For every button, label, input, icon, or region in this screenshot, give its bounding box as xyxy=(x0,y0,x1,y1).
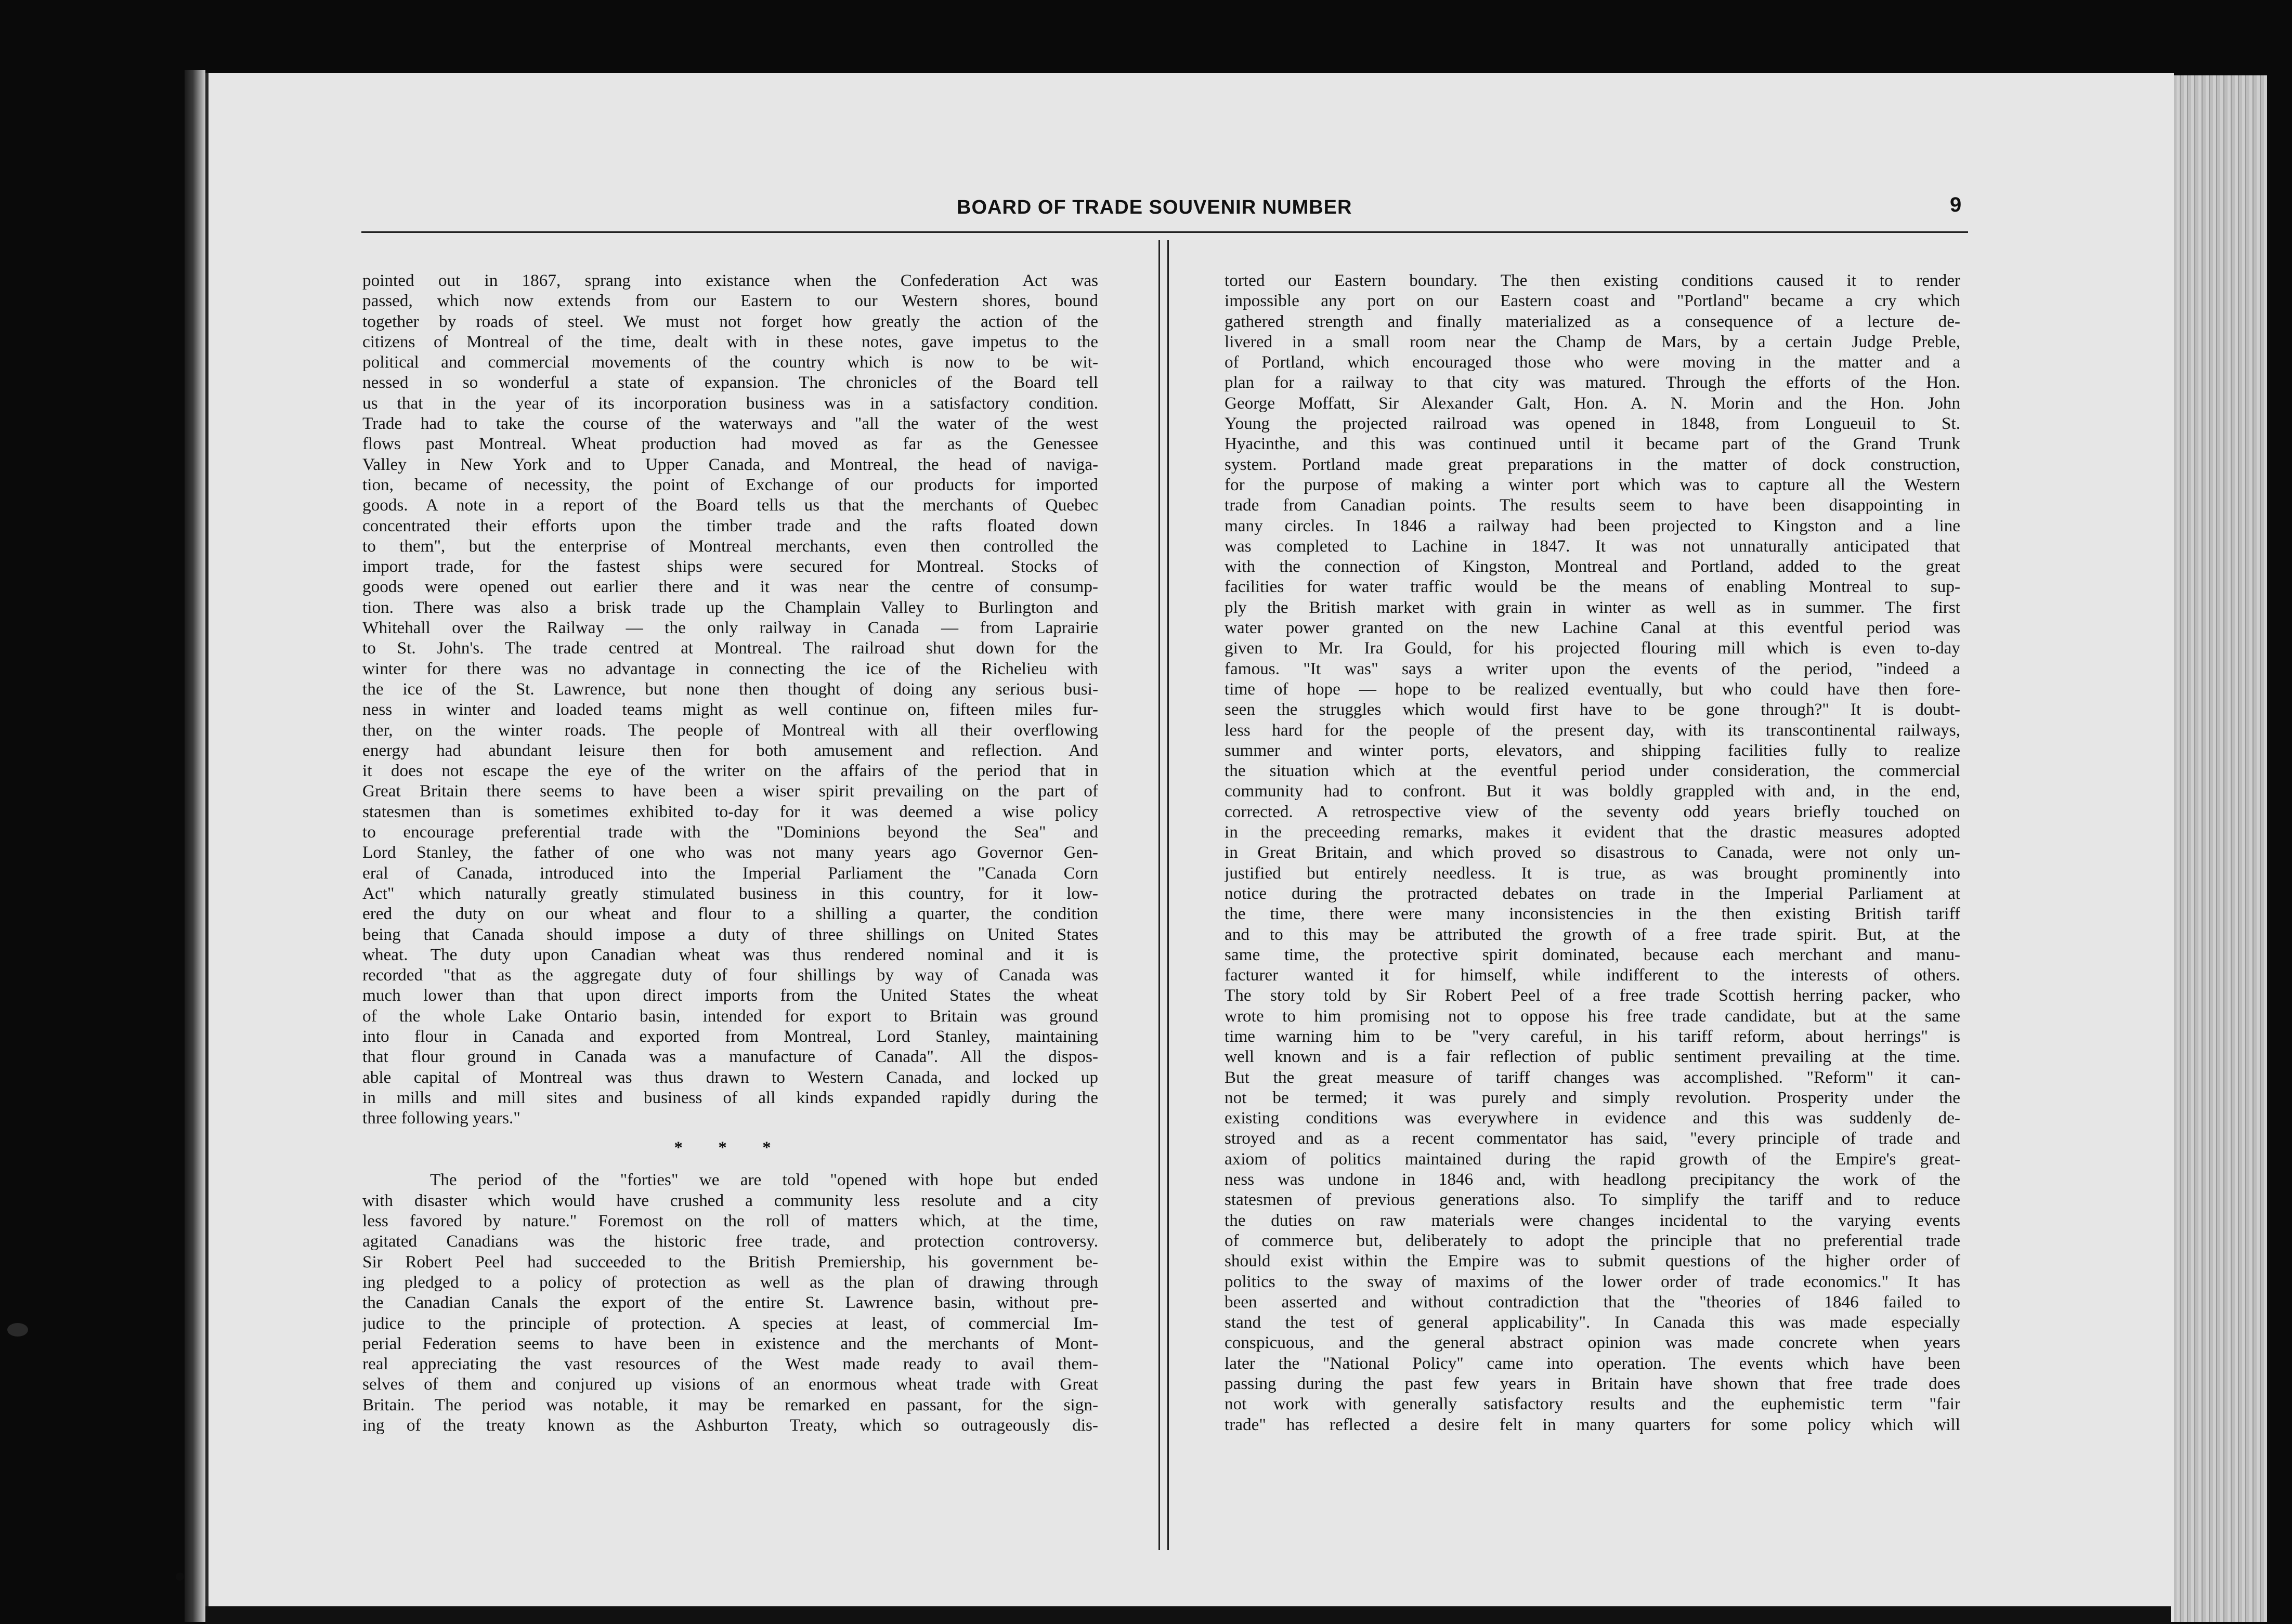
text-line: statesmen than is sometimes exhibited to-day for it was deemed a wise policy xyxy=(362,802,1098,821)
text-line: the duties on raw materials were changes incidental to the varying events xyxy=(1225,1210,1960,1230)
text-line: ered the duty on our wheat and flour to a shilling a quarter, the condition xyxy=(362,904,1098,924)
page-binding-edge xyxy=(185,70,205,1622)
text-line: of commerce but, deliberately to adopt the principle that no preferential trade xyxy=(1225,1230,1960,1250)
text-line: not be termed; it was purely and simply revolution. Prosperity under the xyxy=(1225,1088,1960,1107)
text-line: time warning him to be "very careful, in his tariff reform, about herrings" is xyxy=(1225,1026,1960,1046)
text-line: later the "National Policy" came into operation. The events which have been xyxy=(1225,1353,1960,1373)
text-line: well known and is a fair reflection of public sentiment prevailing at the time. xyxy=(1225,1047,1960,1067)
text-line: energy had abundant leisure then for both amusement and reflection. And xyxy=(362,740,1098,760)
text-line: judice to the principle of protection. A species at least, of commercial Im- xyxy=(362,1313,1098,1333)
text-line: real appreciating the vast resources of the West made ready to avail them- xyxy=(362,1354,1098,1374)
text-line: politics to the sway of maxims of the lower order of trade economics." It has xyxy=(1225,1272,1960,1291)
text-line: given to Mr. Ira Gould, for his projected flouring mill which is even to-day xyxy=(1225,638,1960,658)
text-line: But the great measure of tariff changes was accomplished. "Reform" it can- xyxy=(1225,1067,1960,1087)
text-line: the ice of the St. Lawrence, but none then thought of doing any serious busi- xyxy=(362,679,1098,699)
text-line: trade from Canadian points. The results seem to have been disappointing in xyxy=(1225,495,1960,515)
text-line: ply the British market with grain in winter as well as in summer. The first xyxy=(1225,597,1960,617)
header-rule xyxy=(361,231,1968,233)
text-line: in Great Britain, and which proved so disastrous to Canada, were not only un- xyxy=(1225,843,1960,862)
text-line: agitated Canadians was the historic free trade, and protection controversy. xyxy=(362,1232,1098,1251)
text-line: wrote to him promising not to oppose his free trade candidate, but at the same xyxy=(1225,1006,1960,1026)
text-line: justified but entirely needless. It is true, as was brought prominently into xyxy=(1225,863,1960,883)
text-line: tion. There was also a brisk trade up the Champlain Valley to Burlington and xyxy=(362,597,1098,617)
text-line: same time, the protective spirit dominated, because each merchant and manu- xyxy=(1225,945,1960,964)
text-line: the situation which at the eventful period under consideration, the commercial xyxy=(1225,761,1960,781)
text-line: nessed in so wonderful a state of expansion. The chronicles of the Board tell xyxy=(362,373,1098,392)
text-line: stand the test of general applicability". In Canada this was made especially xyxy=(1225,1313,1960,1332)
text-line: with the connection of Kingston, Montreal and Portland, added to the great xyxy=(1225,557,1960,577)
text-line: impossible any port on our Eastern coast and "Portland" became a cry which xyxy=(1225,291,1960,311)
text-line: eral of Canada, introduced into the Imperial Parliament the "Canada Corn xyxy=(362,863,1098,883)
text-line: community had to confront. But it was boldly grappled with and, in the end, xyxy=(1225,781,1960,801)
text-line: seen the struggles which would first have to be gone through?" It is doubt- xyxy=(1225,700,1960,719)
text-line: facturer wanted it for himself, while indifferent to the interests of others. xyxy=(1225,965,1960,985)
column-separator xyxy=(1158,240,1169,1550)
text-line: should exist within the Empire was to submit questions of the higher order of xyxy=(1225,1251,1960,1271)
text-line: winter for there was no advantage in connecting the ice of the Richelieu with xyxy=(362,659,1098,678)
text-line: many circles. In 1846 a railway had been projected to Kingston and a line xyxy=(1225,516,1960,535)
text-line: notice during the protracted debates on trade in the Imperial Parliament at xyxy=(1225,883,1960,903)
text-line: pointed out in 1867, sprang into existance when the Confederation Act was xyxy=(362,271,1098,290)
text-line: into flour in Canada and exported from Montreal, Lord Stanley, maintaining xyxy=(362,1026,1098,1046)
text-line: recorded "that as the aggregate duty of four shillings by way of Canada was xyxy=(362,965,1098,985)
text-line: goods were opened out earlier there and it was near the centre of consump- xyxy=(362,577,1098,597)
scan-blemish xyxy=(176,1573,184,1581)
text-line: flows past Montreal. Wheat production had moved as far as the Genessee xyxy=(362,434,1098,454)
text-line: system. Portland made great preparations in the matter of dock construction, xyxy=(1225,454,1960,474)
text-line: together by roads of steel. We must not forget how greatly the action of the xyxy=(362,311,1098,331)
text-line: George Moffatt, Sir Alexander Galt, Hon. A. N. Morin and the Hon. John xyxy=(1225,393,1960,413)
text-line: in the preceeding remarks, makes it evident that the drastic measures adopted xyxy=(1225,822,1960,842)
page-number: 9 xyxy=(1950,193,1962,216)
text-line: tion, became of necessity, the point of Exchange of our products for imported xyxy=(362,475,1098,494)
text-line: ing of the treaty known as the Ashburton Treaty, which so outrageously dis- xyxy=(362,1416,1098,1435)
text-line: the time, there were many inconsistencies in the then existing British tariff xyxy=(1225,904,1960,924)
right-column xyxy=(1225,270,1960,1435)
text-line: us that in the year of its incorporation business was in a satisfactory condition. xyxy=(362,393,1098,413)
text-line: existing conditions was everywhere in evidence and this was suddenly de- xyxy=(1225,1108,1960,1128)
text-line: water power granted on the new Lachine Canal at this eventful period was xyxy=(1225,618,1960,638)
text-line: time of hope — hope to be realized eventually, but who could have then fore- xyxy=(1225,679,1960,699)
text-line: conspicuous, and the general abstract opinion was made concrete when years xyxy=(1225,1333,1960,1353)
text-line: import trade, for the fastest ships were secured for Montreal. Stocks of xyxy=(362,557,1098,577)
text-line: less hard for the people of the present day, with its transcontinental railways, xyxy=(1225,720,1960,740)
text-line: passing during the past few years in Britain have shown that free trade does xyxy=(1225,1374,1960,1394)
text-line: able capital of Montreal was thus drawn to Western Canada, and locked up xyxy=(362,1067,1098,1087)
left-column xyxy=(362,270,1098,1435)
page-bottom-edge xyxy=(205,1606,2171,1624)
text-line: The period of the "forties" we are told "opened with hope but ended xyxy=(430,1170,1098,1190)
text-line: goods. A note in a report of the Board tells us that the merchants of Quebec xyxy=(362,495,1098,515)
text-line: gathered strength and finally materialized as a consequence of a lecture de- xyxy=(1225,311,1960,331)
text-line: plan for a railway to that city was matured. Through the efforts of the Hon. xyxy=(1225,373,1960,392)
text-line: ther, on the winter roads. The people of Montreal with all their overflowing xyxy=(362,720,1098,740)
text-line: it does not escape the eye of the writer on the affairs of the period that in xyxy=(362,761,1098,781)
text-line: summer and winter ports, elevators, and shipping facilities fully to realize xyxy=(1225,740,1960,760)
text-line: was completed to Lachine in 1847. It was not unnaturally anticipated that xyxy=(1225,536,1960,556)
text-line: less favored by nature." Foremost on the roll of matters which, at the time, xyxy=(362,1211,1098,1231)
text-line: for the purpose of making a winter port which was to capture all the Western xyxy=(1225,475,1960,494)
text-line: concentrated their efforts upon the timber trade and the rafts floated down xyxy=(362,516,1098,535)
text-line: Whitehall over the Railway — the only railway in Canada — from Laprairie xyxy=(362,618,1098,638)
text-line: to St. John's. The trade centred at Montreal. The railroad shut down for the xyxy=(362,638,1098,658)
text-line: selves of them and conjured up visions of an enormous wheat trade with Great xyxy=(362,1374,1098,1394)
text-line: Trade had to take the course of the waterways and "all the water of the west xyxy=(362,414,1098,434)
running-header: BOARD OF TRADE SOUVENIR NUMBER xyxy=(957,197,1352,218)
right-paragraph xyxy=(1225,270,1960,1435)
text-line: ness in winter and loaded teams might as well continue on, fifteen miles fur- xyxy=(362,700,1098,719)
text-line: to them", but the enterprise of Montreal merchants, even then controlled the xyxy=(362,536,1098,556)
text-line: not work with generally satisfactory results and the euphemistic term "fair xyxy=(1225,1394,1960,1414)
text-line: ing pledged to a policy of protection as well as the plan of drawing through xyxy=(362,1272,1098,1292)
text-line: corrected. A retrospective view of the seventy odd years briefly touched on xyxy=(1225,802,1960,821)
text-line: livered in a small room near the Champ de Mars, by a certain Judge Preble, xyxy=(1225,332,1960,351)
left-paragraph-1 xyxy=(362,270,1098,1128)
text-line: much lower than that upon direct imports from the United States the wheat xyxy=(362,986,1098,1005)
scan-blemish xyxy=(7,1323,28,1337)
text-line: citizens of Montreal of the time, dealt with in these notes, gave impetus to the xyxy=(362,332,1098,351)
text-line: axiom of politics maintained during the rapid growth of the Empire's great- xyxy=(1225,1149,1960,1169)
text-line: trade" has reflected a desire felt in many quarters for some policy which will xyxy=(1225,1415,1960,1434)
text-line: Sir Robert Peel had succeeded to the British Premiership, his government be- xyxy=(362,1252,1098,1272)
text-line: facilities for water traffic would be the means of enabling Montreal to sup- xyxy=(1225,577,1960,597)
text-line: that flour ground in Canada was a manufacture of Canada". All the dispos- xyxy=(362,1047,1098,1067)
text-line: wheat. The duty upon Canadian wheat was thus rendered nominal and it is xyxy=(362,945,1098,964)
text-line: and to this may be attributed the growth of a free trade spirit. But, at the xyxy=(1225,924,1960,944)
section-separator: * * * xyxy=(674,1138,787,1158)
text-line: of Portland, which encouraged those who were moving in the matter and a xyxy=(1225,352,1960,372)
text-line: Act" which naturally greatly stimulated business in this country, for it low- xyxy=(362,883,1098,903)
text-line: perial Federation seems to have been in existence and the merchants of Mont- xyxy=(362,1333,1098,1353)
text-line: the Canadian Canals the export of the entire St. Lawrence basin, without pre- xyxy=(362,1293,1098,1313)
text-line: famous. "It was" says a writer upon the events of the period, "indeed a xyxy=(1225,659,1960,678)
text-line: Valley in New York and to Upper Canada, and Montreal, the head of naviga- xyxy=(362,454,1098,474)
text-line: passed, which now extends from our Eastern to our Western shores, bound xyxy=(362,291,1098,311)
text-line: Young the projected railroad was opened in 1848, from Longueuil to St. xyxy=(1225,414,1960,434)
text-line: political and commercial movements of the country which is now to be wit- xyxy=(362,352,1098,372)
text-line: Great Britain there seems to have been a wiser spirit prevailing on the part of xyxy=(362,781,1098,801)
text-line: torted our Eastern boundary. The then existing conditions caused it to render xyxy=(1225,271,1960,290)
text-line: three following years." xyxy=(362,1108,520,1128)
text-line: Britain. The period was notable, it may be remarked en passant, for the sign- xyxy=(362,1395,1098,1415)
text-line: The story told by Sir Robert Peel of a free trade Scottish herring packer, who xyxy=(1225,986,1960,1005)
text-line: been asserted and without contradiction that the "theories of 1846 failed to xyxy=(1225,1292,1960,1312)
text-line: Hyacinthe, and this was continued until it became part of the Grand Trunk xyxy=(1225,434,1960,454)
text-line: stroyed and as a recent commentator has said, "every principle of trade and xyxy=(1225,1129,1960,1148)
text-line: of the whole Lake Ontario basin, intended for export to Britain was ground xyxy=(362,1006,1098,1026)
text-line: with disaster which would have crushed a community less resolute and a city xyxy=(362,1190,1098,1210)
text-line: Lord Stanley, the father of one who was not many years ago Governor Gen- xyxy=(362,843,1098,862)
text-line: ness was undone in 1846 and, with headlong precipitancy the work of the xyxy=(1225,1170,1960,1189)
text-line: being that Canada should impose a duty of three shillings on United States xyxy=(362,924,1098,944)
left-paragraph-2 xyxy=(362,1170,1098,1435)
text-line: in mills and mill sites and business of all kinds expanded rapidly during the xyxy=(362,1088,1098,1107)
text-line: to encourage preferential trade with the "Dominions beyond the Sea" and xyxy=(362,822,1098,842)
text-line: statesmen of previous generations also. To simplify the tariff and to reduce xyxy=(1225,1190,1960,1210)
